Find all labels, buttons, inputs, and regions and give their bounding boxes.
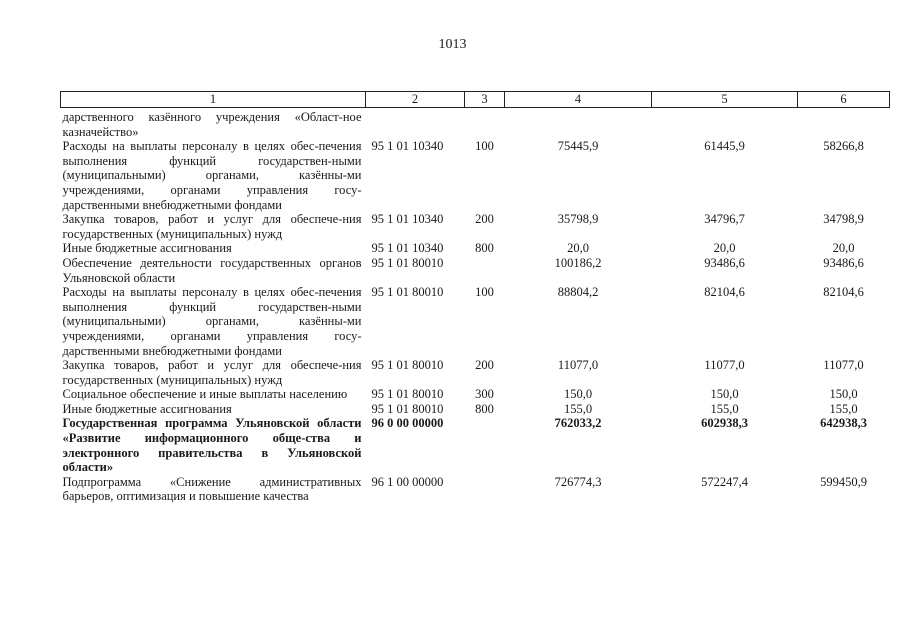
row-value-col4: 155,0	[563, 401, 593, 416]
row-value-col6: 58266,8	[823, 139, 864, 154]
row-name-cell: Государственная программа Ульяновской области «Развитие информационного обще-ства и электронного правительства в Ульяновской области»	[62, 416, 362, 475]
row-code-cell: 95 1 01 80010	[371, 285, 444, 300]
row-value-col4: 762033,2	[554, 416, 602, 431]
row-name-cell: Расходы на выплаты персоналу в целях обес-печения выполнения функций государствен-ными (муниципальными) органами, казённы-ми учреждениями, органами управления госу-дарственными внебюджетными фондами	[62, 139, 362, 212]
header-cell-1: 1	[61, 92, 366, 108]
table-row	[61, 387, 890, 402]
row-type-cell: 100	[475, 285, 494, 300]
row-type-cell: 200	[475, 358, 494, 373]
row-name-cell: Иные бюджетные ассигнования	[62, 401, 232, 416]
page-number: 1013	[438, 37, 467, 52]
row-value-col5: 11077,0	[704, 358, 745, 373]
row-value-col4: 75445,9	[557, 139, 599, 154]
row-type-cell: 200	[475, 212, 494, 227]
header-row	[61, 92, 890, 108]
row-type-cell	[465, 108, 505, 140]
row-name-cell: Иные бюджетные ассигнования	[62, 241, 232, 256]
row-value-col5: 61445,9	[704, 139, 745, 154]
row-code-cell: 96 0 00 00000	[371, 416, 444, 431]
row-value-col4: 20,0	[567, 241, 589, 256]
row-value-col5: 602938,3	[701, 416, 748, 431]
row-value-col6: 599450,9	[820, 474, 867, 489]
row-value-col6: 155,0	[829, 401, 858, 416]
row-value-col4: 88804,2	[557, 285, 599, 300]
row-code-cell: 95 1 01 10340	[371, 241, 444, 256]
header-cell-3: 3	[465, 92, 505, 108]
row-name-cell: Социальное обеспечение и иные выплаты населению	[62, 387, 348, 402]
row-name-cell: дарственного казённого учреждения «Област-ное казначейство»	[62, 110, 362, 139]
row-type-cell	[465, 416, 505, 474]
row-value-col4: 726774,3	[554, 474, 602, 489]
row-type-cell: 800	[475, 401, 494, 416]
row-value-col5: 572247,4	[701, 474, 748, 489]
row-value-col4: 11077,0	[557, 358, 599, 373]
row-value-col5: 20,0	[713, 241, 736, 256]
row-value-col6: 82104,6	[823, 285, 864, 300]
table-row	[61, 241, 890, 256]
row-value-col6: 642938,3	[820, 416, 867, 431]
row-value-col5: 150,0	[710, 387, 739, 402]
row-value-col5	[652, 108, 798, 140]
row-type-cell: 800	[475, 241, 494, 256]
table-row	[61, 475, 890, 504]
row-value-col6: 34798,9	[823, 212, 864, 227]
row-value-col4: 35798,9	[557, 212, 599, 227]
row-name-cell: Расходы на выплаты персоналу в целях обес-печения выполнения функций государствен-ными (муниципальными) органами, казённы-ми учреждениями, органами управления госу-дарственными внебюджетными фондами	[62, 285, 362, 358]
row-code-cell: 95 1 01 80010	[371, 358, 444, 373]
row-name-cell: Обеспечение деятельности государственных органов Ульяновской области	[62, 255, 362, 285]
table-row	[61, 256, 890, 285]
row-value-col4: 100186,2	[554, 255, 602, 270]
row-type-cell: 100	[475, 139, 494, 154]
row-value-col4: 150,0	[563, 387, 593, 402]
header-cell-2: 2	[366, 92, 465, 108]
row-code-cell	[366, 108, 465, 140]
row-value-col6: 11077,0	[823, 358, 864, 373]
row-code-cell: 95 1 01 10340	[371, 139, 444, 154]
table-row	[61, 108, 890, 140]
row-code-cell: 96 1 00 00000	[371, 474, 444, 489]
table-row	[61, 212, 890, 241]
table-row	[61, 416, 890, 474]
row-code-cell: 95 1 01 80010	[371, 255, 444, 270]
table-row	[61, 285, 890, 358]
row-code-cell: 95 1 01 80010	[371, 401, 444, 416]
header-cell-4: 4	[505, 92, 652, 108]
row-value-col6: 93486,6	[823, 255, 864, 270]
table-row	[61, 358, 890, 387]
table-row	[61, 139, 890, 212]
table-body	[61, 108, 890, 505]
row-name-cell: Подпрограмма «Снижение административных барьеров, оптимизация и повышение качества	[62, 474, 362, 504]
row-type-cell	[465, 475, 505, 504]
row-type-cell	[465, 256, 505, 285]
row-value-col5: 82104,6	[704, 285, 745, 300]
row-value-col5: 34796,7	[704, 212, 745, 227]
table-row	[61, 402, 890, 417]
row-type-cell: 300	[475, 387, 494, 402]
header-cell-6: 6	[798, 92, 890, 108]
row-value-col5: 155,0	[710, 401, 739, 416]
row-name-cell: Закупка товаров, работ и услуг для обеспече-ния государственных (муниципальных) нужд	[62, 358, 362, 387]
row-value-col4	[505, 108, 652, 140]
row-value-col5: 93486,6	[704, 255, 745, 270]
row-code-cell: 95 1 01 10340	[371, 212, 444, 227]
row-value-col6	[798, 108, 890, 140]
row-value-col6: 150,0	[829, 387, 858, 402]
row-value-col6: 20,0	[832, 241, 855, 256]
header-cell-5: 5	[652, 92, 798, 108]
row-name-cell: Закупка товаров, работ и услуг для обеспече-ния государственных (муниципальных) нужд	[62, 212, 362, 241]
budget-table	[60, 91, 890, 504]
row-code-cell: 95 1 01 80010	[371, 387, 444, 402]
